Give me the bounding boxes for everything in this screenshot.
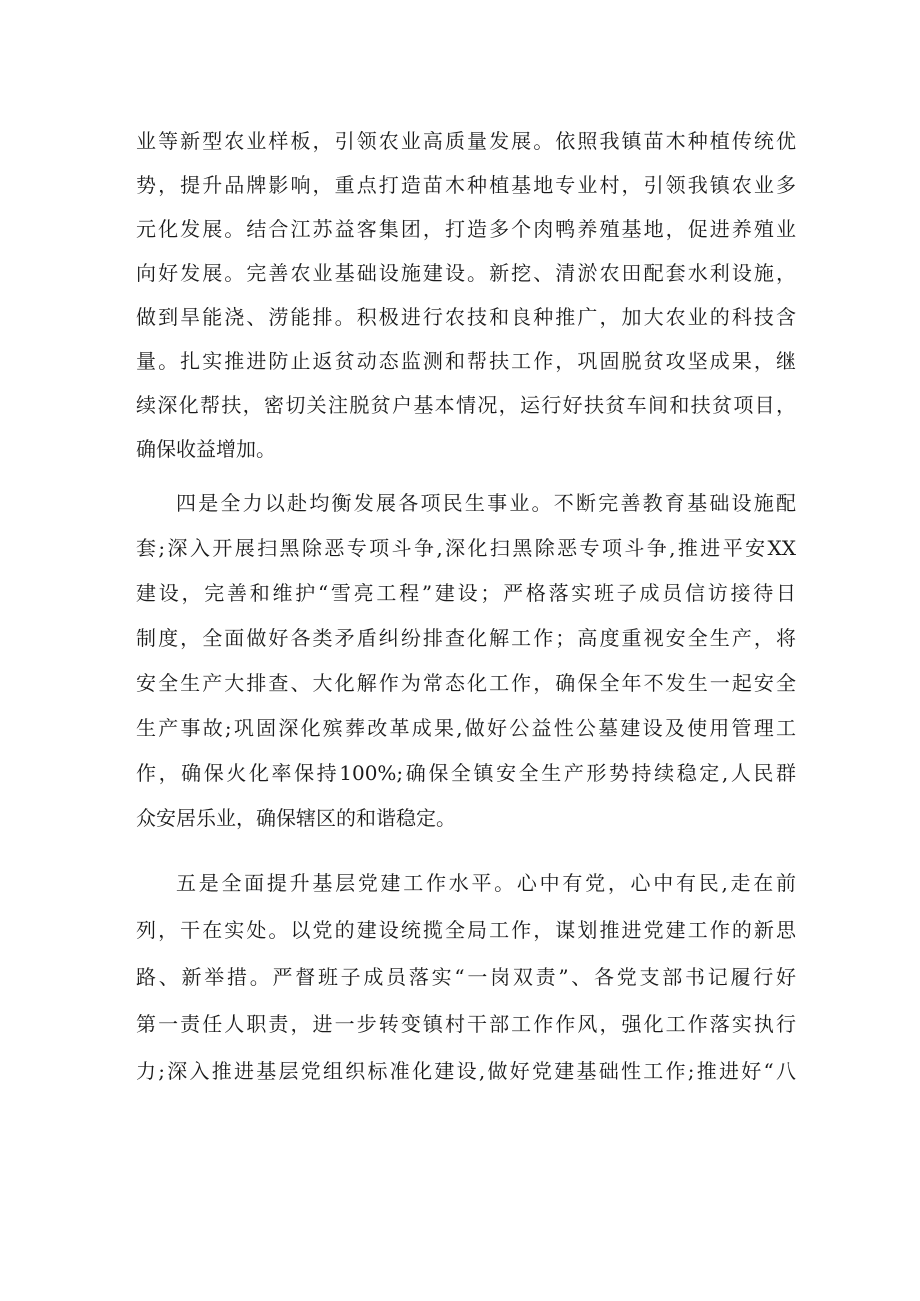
text-line: 套;深入开展扫黑除恶专项斗争,深化扫黑除恶专项斗争,推进平安XX	[136, 536, 796, 560]
text-line: 列，干在实处。以党的建设统揽全局工作，谋划推进党建工作的新思	[136, 918, 796, 942]
text-line: 建设，完善和维护“雪亮工程”建设；严格落实班子成员信访接待日	[136, 581, 796, 605]
text-line: 安全生产大排查、大化解作为常态化工作，确保全年不发生一起安全	[136, 671, 796, 695]
text-line: 五是全面提升基层党建工作水平。心中有党，心中有民,走在前	[176, 871, 796, 895]
text-line: 向好发展。完善农业基础设施建设。新挖、清淤农田配套水利设施，	[136, 261, 796, 285]
text-line: 业等新型农业样板，引领农业高质量发展。依照我镇苗木种植传统优	[136, 129, 796, 153]
text-line: 元化发展。结合江苏益客集团，打造多个肉鸭养殖基地，促进养殖业	[136, 217, 796, 241]
text-line: 确保收益增加。	[136, 437, 276, 461]
text-line: 量。扎实推进防止返贫动态监测和帮扶工作，巩固脱贫攻坚成果，继	[136, 349, 796, 373]
text-line: 作，确保火化率保持100%;确保全镇安全生产形势持续稳定,人民群	[136, 761, 796, 785]
text-line: 第一责任人职责，进一步转变镇村干部工作作风，强化工作落实执行	[136, 1012, 796, 1036]
text-line: 做到旱能浇、涝能排。积极进行农技和良种推广，加大农业的科技含	[136, 305, 796, 329]
text-line: 续深化帮扶，密切关注脱贫户基本情况，运行好扶贫车间和扶贫项目，	[136, 393, 796, 417]
text-line: 力;深入推进基层党组织标准化建设,做好党建基础性工作;推进好“八	[136, 1059, 796, 1083]
text-line: 路、新举措。严督班子成员落实“一岗双责”、各党支部书记履行好	[136, 965, 796, 989]
text-line: 制度，全面做好各类矛盾纠纷排查化解工作；高度重视安全生产，将	[136, 626, 796, 650]
text-line: 势，提升品牌影响，重点打造苗木种植基地专业村，引领我镇农业多	[136, 173, 796, 197]
text-line: 生产事故;巩固深化殡葬改革成果,做好公益性公墓建设及使用管理工	[136, 716, 796, 740]
text-line: 四是全力以赴均衡发展各项民生事业。不断完善教育基础设施配	[176, 491, 796, 515]
text-line: 众安居乐业，确保辖区的和谐稳定。	[136, 806, 456, 830]
